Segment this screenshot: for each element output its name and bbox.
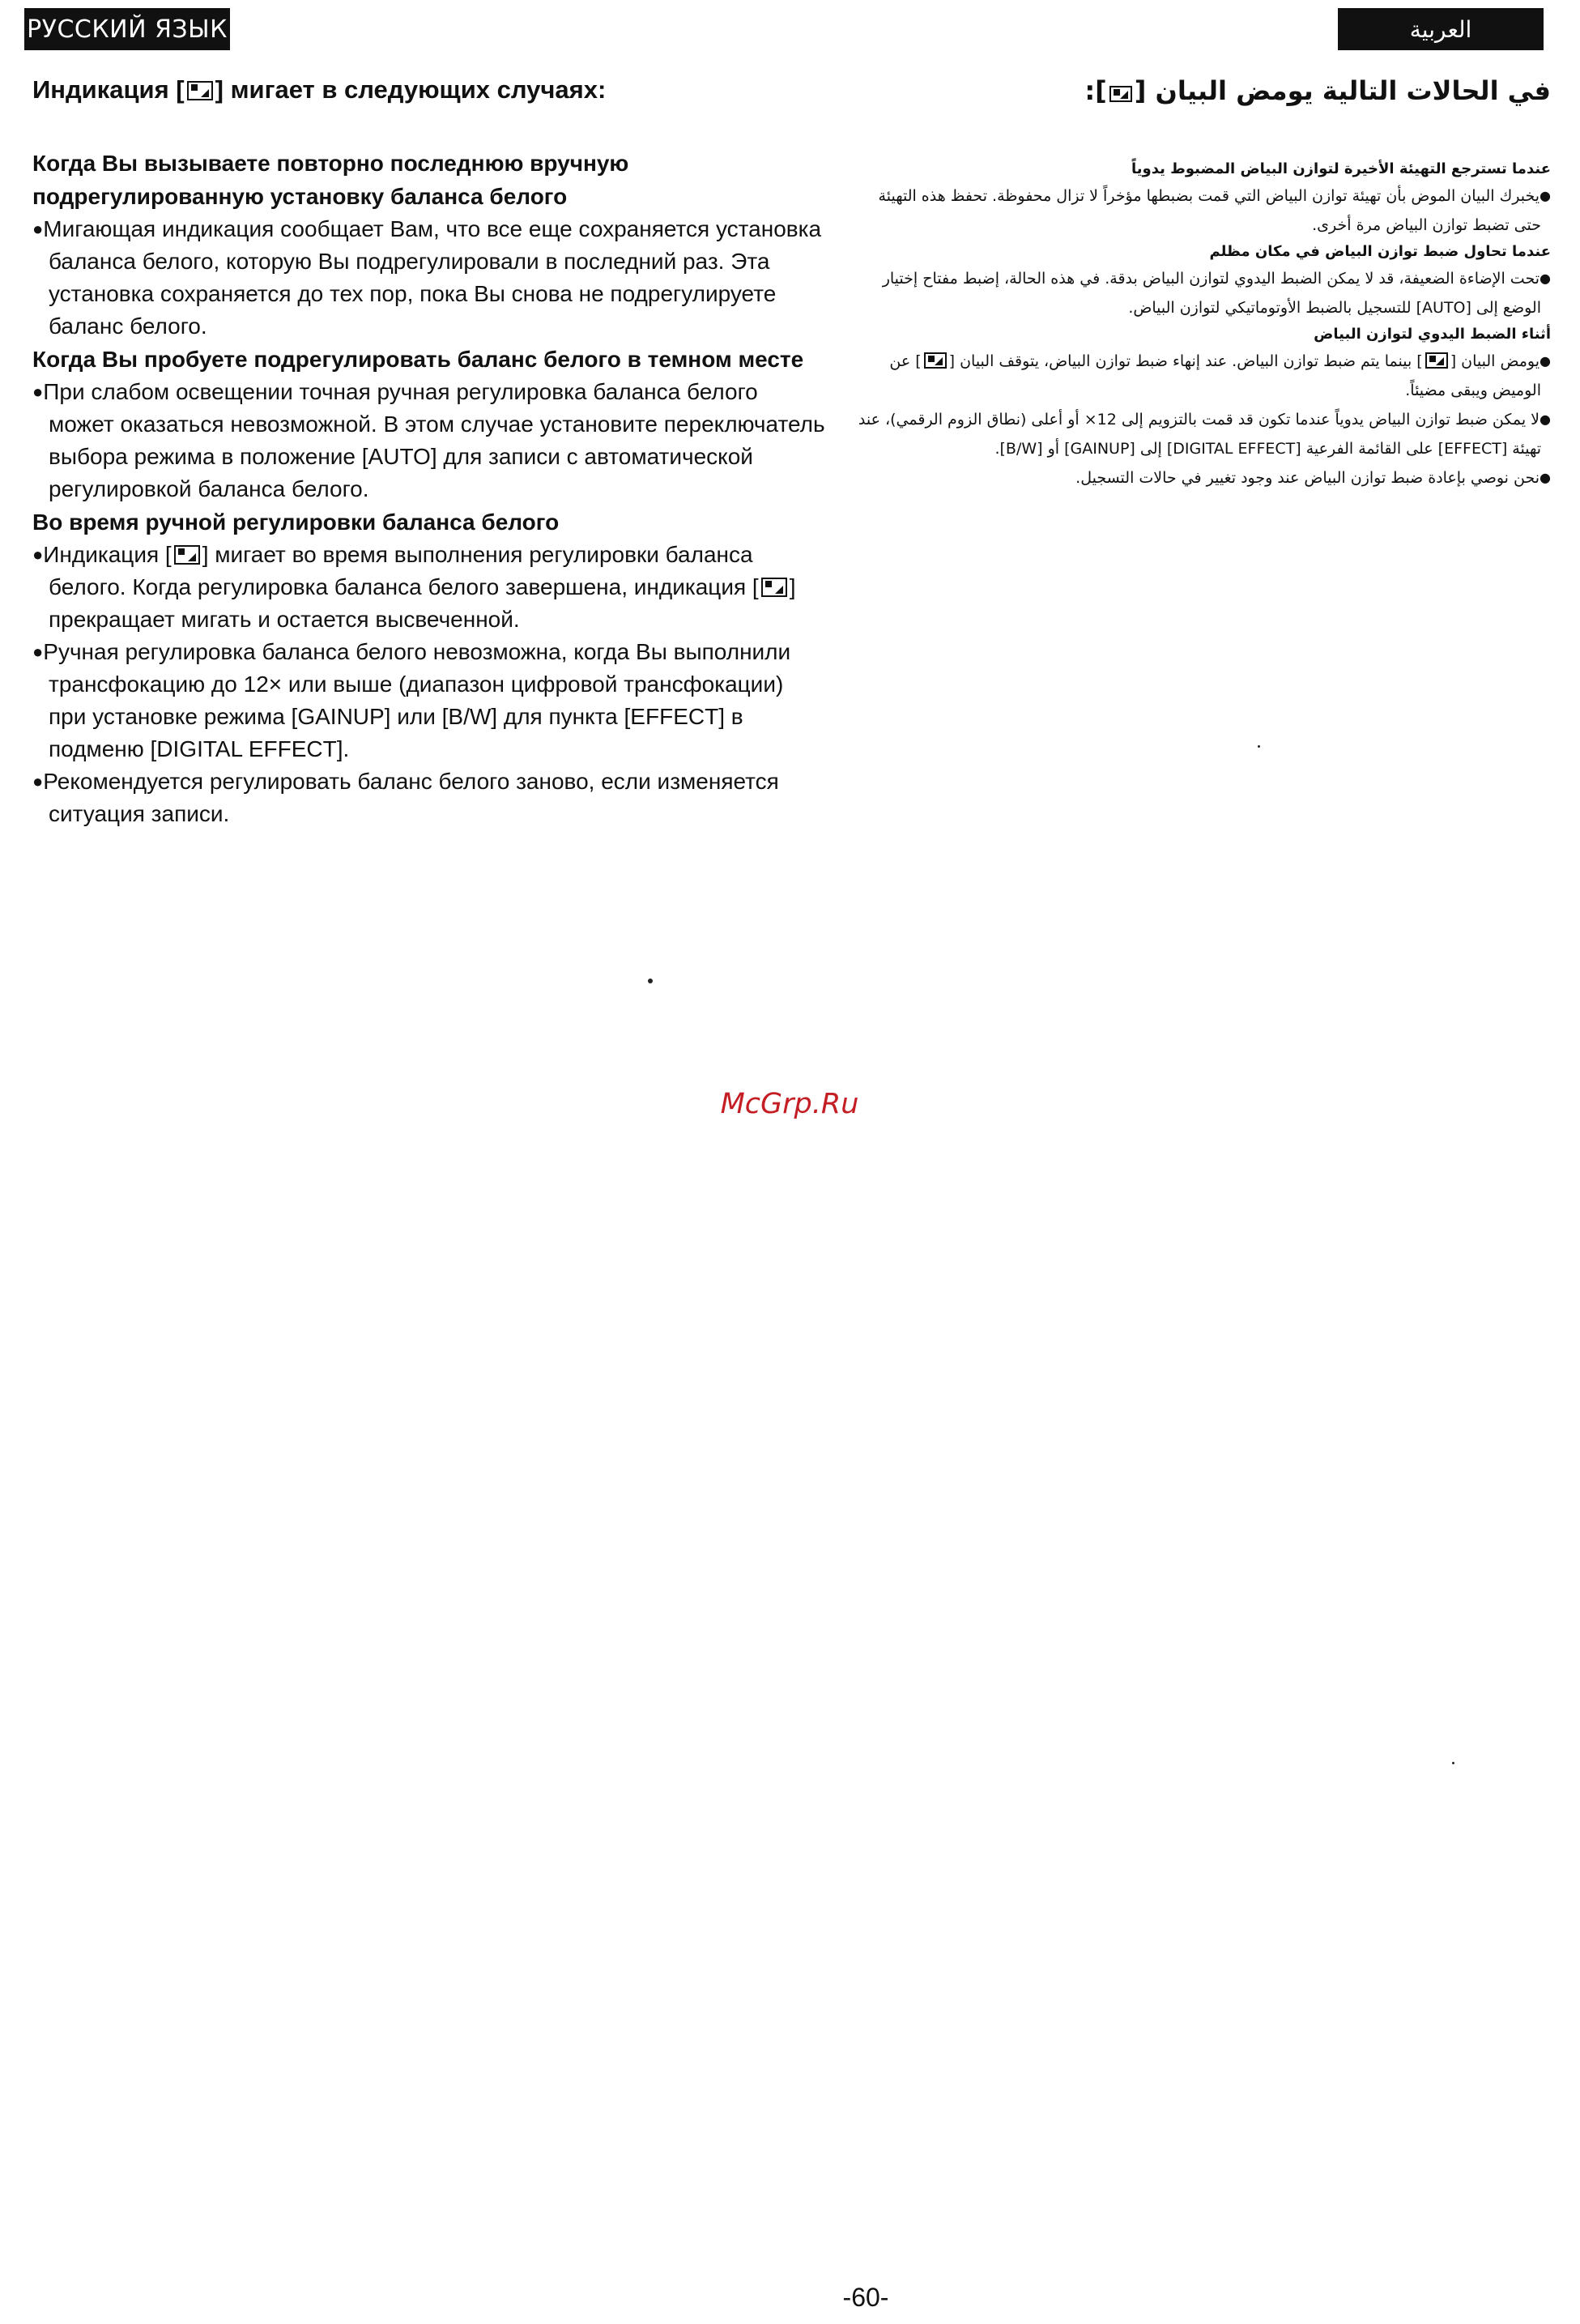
russian-section bbox=[32, 147, 826, 343]
language-tab-russian: РУССКИЙ ЯЗЫК bbox=[24, 8, 230, 50]
white-balance-icon bbox=[761, 578, 787, 597]
list-item: ●Индикация [ ] мигает во время выполнения регулировки баланса белого. Когда регулировка баланса белого завершена, индикация [ ] прекращает мигать и остается высвеченной. bbox=[32, 541, 796, 632]
list-item: ●لا يمكن ضبط توازن البياض يدوياً عندما تكون قد قمت بالتزويم إلى 12× أو أعلى (نطاق الزوم الرقمي)، عند تهيئة [EFFECT] على القائمة الفرعية [DIGITAL EFFECT] إلى [GAINUP] أو [B/W]. bbox=[858, 411, 1551, 458]
scan-speck bbox=[1452, 1762, 1454, 1764]
russian-section bbox=[32, 343, 826, 505]
list-item: ●Ручная регулировка баланса белого невозможна, когда Вы выполнили трансфокацию до 12× или выше (диапазон цифровой трансфокации) при установке режима [GAINUP] или [B/W] для пункта [EFFECT] в подменю [DIGITAL EFFECT]. bbox=[32, 638, 791, 761]
white-balance-icon bbox=[1109, 86, 1132, 102]
bullet-icon: ● bbox=[32, 770, 44, 791]
section-heading: عندما تسترجع التهيئة الأخيرة لتوازن البياض المضبوط يدوياً bbox=[1131, 160, 1551, 177]
white-balance-icon bbox=[1425, 352, 1448, 369]
bullet-icon: ● bbox=[32, 218, 44, 239]
russian-column bbox=[32, 75, 826, 830]
russian-main-heading: Индикация [ ] мигает в следующих случаях: bbox=[32, 75, 607, 104]
list-item: ●تحت الإضاءة الضعيفة، قد لا يمكن الضبط اليدوي لتوازن البياض بدقة. في هذه الحالة، إضبط مفتاح إختيار الوضع إلى [AUTO] للتسجيل بالضبط الأوتوماتيكي لتوازن البياض. bbox=[882, 270, 1551, 317]
arabic-section bbox=[854, 322, 1551, 493]
list-item: ●Мигающая индикация сообщает Вам, что все еще сохраняется установка баланса белого, которую Вы подрегулировали в последний раз. Эта установка сохраняется до тех пор, пока Вы снова не подрегулируете баланс белого. bbox=[32, 215, 822, 339]
list-item: ●Рекомендуется регулировать баланс белого заново, если изменяется ситуация записи. bbox=[32, 768, 779, 826]
bullet-icon: ● bbox=[32, 544, 44, 565]
scan-speck bbox=[648, 979, 653, 983]
arabic-section bbox=[854, 157, 1551, 240]
bullet-icon: ● bbox=[1540, 470, 1551, 485]
arabic-column bbox=[854, 75, 1551, 493]
arabic-section bbox=[854, 240, 1551, 322]
white-balance-icon bbox=[924, 352, 947, 369]
watermark: McGrp.Ru bbox=[720, 1088, 859, 1120]
bullet-icon: ● bbox=[32, 381, 44, 402]
section-heading: عندما تحاول ضبط توازن البياض في مكان مظلم bbox=[1209, 243, 1551, 260]
list-item: ●يومض البيان [] بينما يتم ضبط توازن البياض. عند إنهاء ضبط توازن البياض، يتوقف البيان [] عن الوميض ويبقى مضيئاً. bbox=[889, 352, 1551, 399]
list-item: ●نحن نوصي بإعادة ضبط توازن البياض عند وجود تغيير في حالات التسجيل. bbox=[1075, 469, 1551, 487]
section-heading: أثناء الضبط اليدوي لتوازن البياض bbox=[1314, 326, 1551, 343]
bullet-icon: ● bbox=[1540, 188, 1551, 203]
white-balance-icon bbox=[174, 545, 200, 565]
section-heading: Когда Вы вызываете повторно последнюю вручную подрегулированную установку баланса белого bbox=[32, 150, 629, 209]
page-number: -60- bbox=[842, 2283, 889, 2312]
russian-section bbox=[32, 505, 826, 830]
arabic-main-heading: في الحالات التالية يومض البيان []: bbox=[1084, 75, 1551, 106]
bullet-icon: ● bbox=[1540, 411, 1551, 427]
section-heading: Во время ручной регулировки баланса белого bbox=[32, 509, 560, 535]
section-heading: Когда Вы пробуете подрегулировать баланс белого в темном месте bbox=[32, 346, 804, 372]
list-item: ●يخبرك البيان الموض بأن تهيئة توازن البياض التي قمت بضبطها مؤخراً لا تزال محفوظة. تحفظ هذه التهيئة حتى تضبط توازن البياض مرة أخرى. bbox=[878, 187, 1551, 234]
bullet-icon: ● bbox=[1540, 271, 1551, 286]
bullet-icon: ● bbox=[32, 641, 44, 662]
scan-speck bbox=[1258, 745, 1260, 748]
list-item: ●При слабом освещении точная ручная регулировка баланса белого может оказаться невозможной. В этом случае установите переключатель выбора режима в положение [AUTO] для записи с автоматической регулировкой баланса белого. bbox=[32, 378, 825, 501]
language-tab-arabic: العربية bbox=[1338, 8, 1544, 50]
white-balance-icon bbox=[187, 81, 213, 100]
bullet-icon: ● bbox=[1540, 353, 1551, 369]
